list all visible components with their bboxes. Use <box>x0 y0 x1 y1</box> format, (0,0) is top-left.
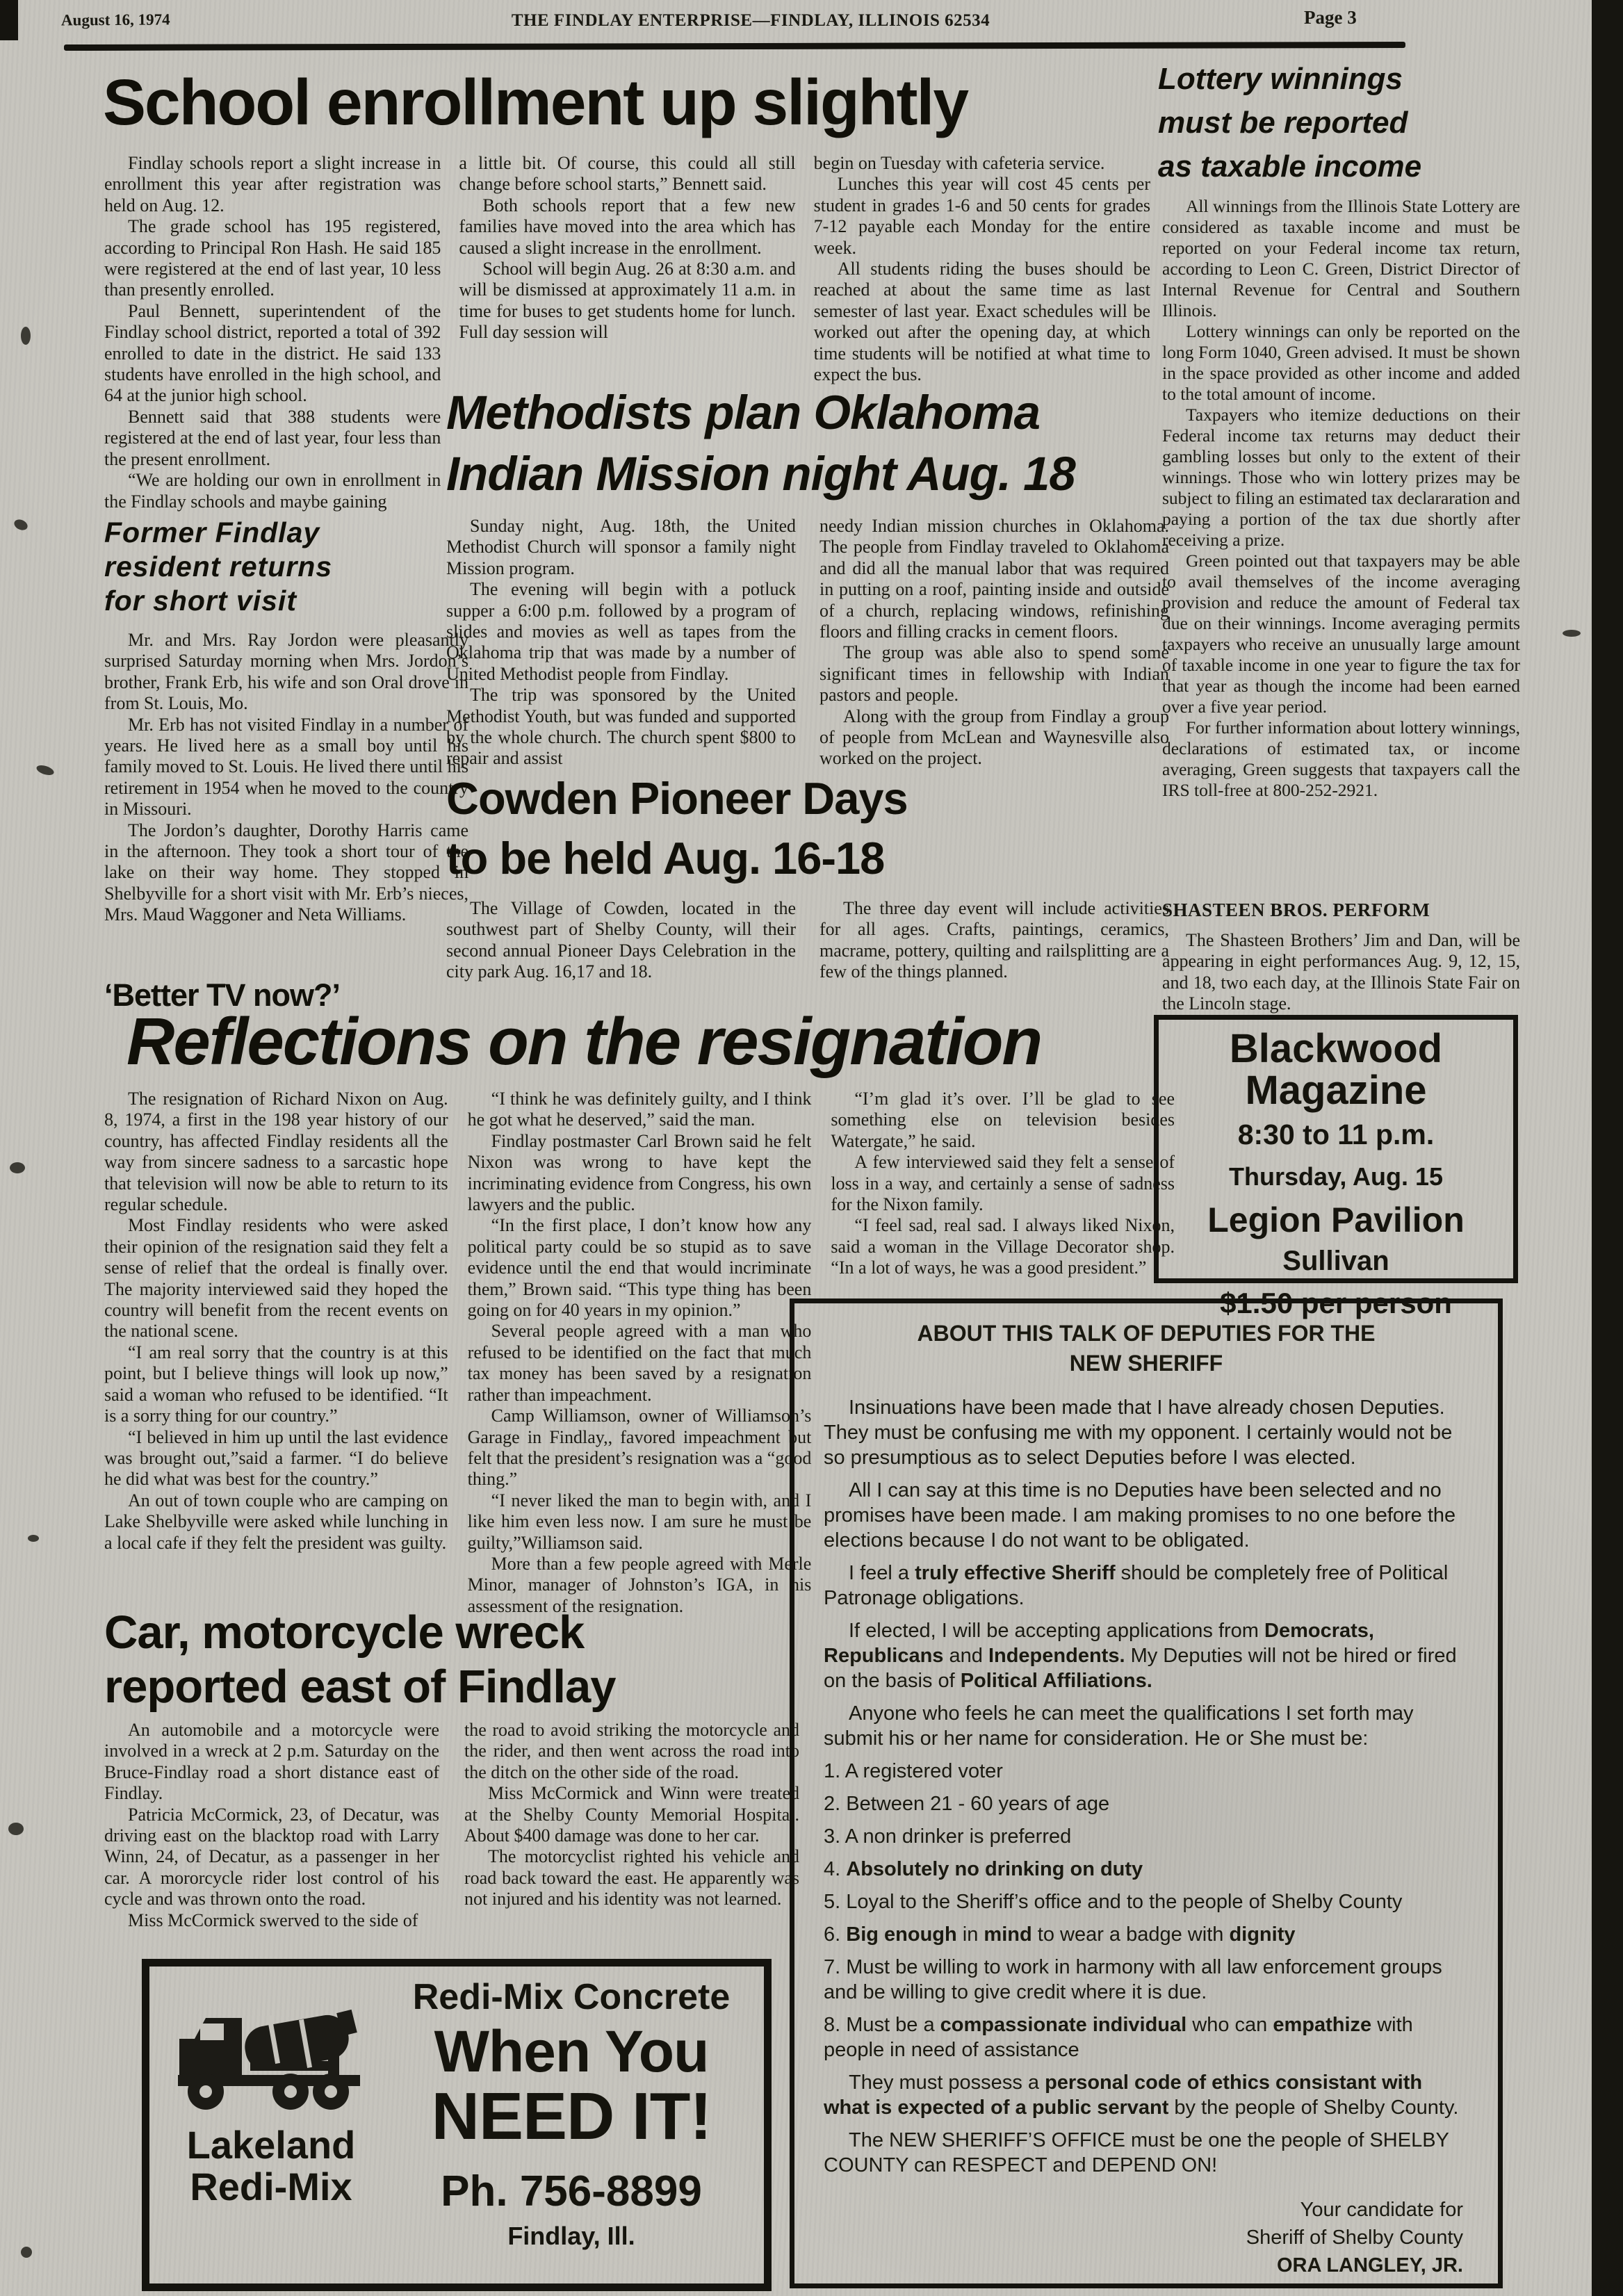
paragraph: 8. Must be a compassionate individual who can empathize with people in need of assistance <box>824 2014 1413 2061</box>
paragraph: The group was able also to spend some significant times in fellowship with Indian pastors and people. <box>819 642 1169 706</box>
candidate-name: ORA LANGLEY, JR. <box>1276 2254 1463 2277</box>
headline-car-motorcycle-wreck <box>104 1606 615 1714</box>
paragraph: Along with the group from Findlay a group of people from McLean and Waynesville also worked on the project. <box>819 706 1169 769</box>
paragraph: If elected, I will be accepting applications from Democrats, Republicans and Independents. My Deputies will not be hired or fired on the basis of Political Affiliations. <box>824 1620 1457 1692</box>
ad-performer-name: Magazine <box>1245 1068 1427 1113</box>
article-column <box>468 1089 812 1617</box>
paragraph: “We are holding our own in enrollment in the Findlay schools and maybe gaining <box>104 470 441 512</box>
paragraph: All I can say at this time is no Deputies have been selected and no promises have been made. I am making promises to no one before the elections because I do not want to be obligated. <box>824 1479 1456 1552</box>
paragraph: Paul Bennett, superintendent of the Findlay school district, reported a total of 392 enrolled to date in the district. He said 133 students have enrolled in the high school, and 64 at the junior high school. <box>104 300 441 406</box>
paragraph: “I think he was definitely guilty, and I think he got what he deserved,” said the man. <box>467 1089 812 1130</box>
paragraph: Miss McCormick and Winn were treated at the Shelby County Memorial Hospital. About $400 damage was done to her car. <box>464 1783 799 1846</box>
ad-venue: Legion Pavilion <box>1207 1200 1465 1239</box>
scan-artifact <box>8 1823 24 1835</box>
scan-edge-strip <box>1592 0 1623 2296</box>
article-former-resident <box>104 630 468 926</box>
issue-date: August 16, 1974 <box>60 10 170 29</box>
paragraph: 7. Must be willing to work in harmony with all law enforcement groups and be willing to give credit where it is due. <box>824 1956 1442 2003</box>
paragraph: must be reported <box>1158 106 1408 140</box>
subhead-better-tv: ‘Better TV now?’ <box>104 977 341 1013</box>
paragraph: Lunches this year will cost 45 cents per student in grades 1-6 and 50 cents for grades 7-12 payable each Monday for the entire week. <box>813 174 1150 258</box>
paragraph: Taxpayers who itemize deductions on their Federal income tax returns may deduct their gambling losses but only to the extent of their winnings. Those who win lottery prizes may be subject to filing an estimated tax declararation and paying a portion of the tax due shortly after receiving a prize. <box>1162 405 1520 550</box>
ad-right-panel <box>386 1972 757 2278</box>
paragraph: The Shasteen Brothers’ Jim and Dan, will be appearing in eight performances Aug. 9, 12, 15, and 18, two each day, at the Illinois State Fair on the Lincoln stage. <box>1162 930 1520 1014</box>
article-shasteen-bros <box>1162 930 1520 1015</box>
paragraph: An automobile and a motorcycle were involved in a wreck at 2 p.m. Saturday on the Bruce-Findlay road a short distance east of Findlay. <box>104 1720 439 1804</box>
ad-signature <box>824 2196 1469 2279</box>
headline-former-resident <box>104 516 332 618</box>
ad-qualification-list <box>824 1759 1469 2062</box>
article-cowden-pioneer-days <box>446 898 1169 983</box>
ad-blackwood-magazine <box>1154 1015 1518 1319</box>
paragraph: Indian Mission night Aug. 18 <box>446 447 1075 500</box>
headline-school-enrollment: School enrollment up slightly <box>103 66 968 138</box>
scan-artifact <box>35 763 55 776</box>
paragraph: 2. Between 21 - 60 years of age <box>824 1793 1110 1815</box>
paragraph: For further information about lottery winnings, declarations of estimated tax, or income averaging, Green suggests that taxpayers call the IRS toll-free at 800-252-2921. <box>1162 717 1520 800</box>
concrete-mixer-truck-icon <box>167 1972 375 2115</box>
scan-artifact <box>10 1162 25 1173</box>
scan-corner-mark <box>0 0 18 40</box>
headline-cowden-pioneer-days <box>446 769 908 888</box>
article-column <box>446 516 796 770</box>
article-column <box>104 1089 448 1617</box>
paragraph: Most Findlay residents who were asked their opinion of the resignation said they felt a sense of relief that the ordeal is finally over. The majority interviewed said they hoped the country will benefit from the recent events on the national scene. <box>104 1215 448 1342</box>
paragraph: The resignation of Richard Nixon on Aug. 8, 1974, a first in the 198 year history of our country, has affected Findlay residents all the way from sincere sadness to a sarcastic hope that television will now be able to return to its regular schedule. <box>104 1089 448 1215</box>
masthead: THE FINDLAY ENTERPRISE—FINDLAY, ILLINOIS 62534 <box>511 11 990 30</box>
paragraph: 5. Loyal to the Sheriff’s office and to the people of Shelby County <box>824 1891 1403 1913</box>
paragraph: They must possess a personal code of ethics consistant with what is expected of a public servant by the people of Shelby County. <box>824 2071 1459 2119</box>
paragraph: Cowden Pioneer Days <box>446 773 908 824</box>
paragraph: The grade school has 195 registered, according to Principal Ron Hash. He said 185 were registered at the end of last year, 10 less than presently enrolled. <box>104 216 441 300</box>
article-lottery-winnings <box>1162 196 1520 801</box>
ad-company-name <box>187 2124 356 2208</box>
paragraph: for short visit <box>104 585 297 617</box>
scan-artifact <box>21 2247 32 2258</box>
paragraph: Miss McCormick swerved to the side of <box>128 1910 418 1930</box>
paragraph: begin on Tuesday with cafeteria service. <box>813 153 1105 173</box>
paragraph: 4. Absolutely no drinking on duty <box>824 1858 1143 1880</box>
company-name-line: Lakeland <box>186 2123 356 2167</box>
paragraph: resident returns <box>104 551 333 583</box>
ad-show-time: 8:30 to 11 p.m. <box>1237 1118 1435 1150</box>
headline-methodists-mission <box>446 382 1075 505</box>
paragraph: 3. A non drinker is preferred <box>824 1825 1072 1848</box>
paragraph: to be held Aug. 16-18 <box>446 833 885 884</box>
paragraph: A few interviewed said they felt a sense of loss in a way, and certainly a sense of sadness for the Nixon family. <box>831 1152 1175 1215</box>
paragraph: “I feel sad, real sad. I always liked Nixon, said a woman in the Village Decorator shop. “In a lot of ways, he was a good president.” <box>831 1215 1175 1278</box>
paragraph: The evening will begin with a potluck supper a 6:00 p.m. followed by a program of slides and movies as well as tapes from the Oklahoma trip that was made by a number of United Methodist people from Findlay. <box>446 579 796 684</box>
article-column <box>446 898 796 983</box>
paragraph: Patricia McCormick, 23, of Decatur, was driving east on the blacktop road with Larry Winn, 24, of Decatur, as a passenger in her car. A mororcycle rider lost control of his cycle and was thrown onto the road. <box>104 1804 439 1910</box>
paragraph: “In the first place, I don’t know how any political party could be so stupid as to save evidence until the end that would incriminate them,” Brown said. “This type thing has been going on for 40 years in my opinion.” <box>467 1215 812 1321</box>
paragraph: School will begin Aug. 26 at 8:30 a.m. and will be dismissed at approximately 11 a.m. in time for buses to get students home for lunch. Full day session will <box>459 259 796 343</box>
scan-artifact <box>1563 630 1581 637</box>
ad-ticket-price: $1.50 per person <box>1220 1287 1452 1319</box>
paragraph: An out of town couple who are camping on Lake Shelbyville were asked while lunching in a local cafe if they felt the president was guilty. <box>104 1490 448 1553</box>
headline-lottery-winnings <box>1158 57 1421 188</box>
paragraph: as taxable income <box>1158 149 1422 184</box>
ad-title <box>824 1319 1469 1378</box>
paragraph: The three day event will include activities for all ages. Crafts, paintings, ceramics, macrame, pottery, quilting and railsplitting are a few of the things planned. <box>819 898 1169 982</box>
paragraph: Lottery winnings can only be reported on the long Form 1040, Green advised. It must be shown in the space provided as other income and added to the total amount of income. <box>1162 321 1520 404</box>
paragraph: The NEW SHERIFF’S OFFICE must be one the people of SHELBY COUNTY can RESPECT and DEPEND ON! <box>824 2129 1449 2176</box>
paragraph: “I am real sorry that the country is at this point, but I believe things will look up now,” said a woman who refused to be identified. “It is a sorry thing for our country.” <box>104 1342 448 1426</box>
paragraph: The trip was sponsored by the United Methodist Youth, but was funded and supported by the whole church. The church spent $800 to repair and assist <box>446 685 796 769</box>
paragraph: the road to avoid striking the motorcycle and the rider, and then went across the road into the ditch on the other side of the road. <box>464 1720 799 1782</box>
ad-city: Findlay, Ill. <box>507 2222 635 2250</box>
ad-venue-city: Sullivan <box>1282 1246 1389 1276</box>
paragraph: The motorcyclist righted his vehicle and road back toward the east. He apparently was not injured and his identity was not learned. <box>464 1846 799 1910</box>
article-column <box>819 516 1169 770</box>
paragraph: Findlay postmaster Carl Brown said he felt Nixon was wrong to have kept the incriminating evidence from Congress, his own lawyers and the public. <box>467 1130 812 1215</box>
ad-slogan-line: When You <box>434 2019 709 2084</box>
paragraph: More than a few people agreed with Merle Minor, manager of Johnston’s IGA, in his assessment of the resignation. <box>467 1553 812 1616</box>
article-car-motorcycle-wreck <box>104 1720 799 1931</box>
paragraph: All students riding the buses should be reached at about the same time as last semester of last year. Exact schedules will be worked out after the opening day, at which time students will be notified at what time to expect the bus. <box>813 259 1150 385</box>
paragraph: I feel a truly effective Sheriff should be completely free of Political Patronage obligations. <box>824 1562 1449 1609</box>
paragraph: a little bit. Of course, this could all still change before school starts,” Bennett said. <box>459 153 796 195</box>
paragraph: “I believed in him up until the last evidence was brought out,”said a farmer. “I do believe he did what was best for the country.” <box>104 1426 448 1490</box>
paragraph: Camp Williamson, owner of Williamson’s Garage in Findlay,, favored impeachment but felt that the president’s resignation was a “good thing.” <box>467 1406 812 1490</box>
paragraph: reported east of Findlay <box>104 1661 616 1713</box>
scan-artifact <box>28 1535 39 1542</box>
paragraph: 1. A registered voter <box>824 1760 1003 1782</box>
ad-slogan-line: NEED IT! <box>431 2079 712 2153</box>
signature-line: Your candidate for <box>1300 2199 1463 2221</box>
ad-body-paragraphs <box>824 1395 1469 1751</box>
article-column <box>464 1720 799 1931</box>
paragraph: Sunday night, Aug. 18th, the United Methodist Church will sponsor a family night Mission program. <box>446 516 796 578</box>
scan-artifact <box>13 518 29 532</box>
subhead-shasteen-bros: SHASTEEN BROS. PERFORM <box>1162 899 1430 920</box>
paragraph: “I never liked the man to begin with, and I like him even less now. I am sure he must be guilty,”Williamson said. <box>467 1490 812 1553</box>
paragraph: Methodists plan Oklahoma <box>446 386 1040 439</box>
article-methodists-mission <box>446 516 1169 770</box>
paragraph: Car, motorcycle wreck <box>104 1606 585 1659</box>
paragraph: Both schools report that a few new families have moved into the area which has caused a slight increase in the enrollment. <box>459 195 796 258</box>
ad-closing-paragraphs <box>824 2070 1469 2178</box>
paragraph: Several people agreed with a man who refused to be identified on the fact that much tax money has been saved by a resignation rather than impeachment. <box>467 1321 812 1405</box>
paragraph: Mr. and Mrs. Ray Jordon were pleasantly surprised Saturday morning when Mrs. Jordon’s brother, Frank Erb, his wife and son Oral drove in from St. Louis, Mo. <box>104 630 468 714</box>
paragraph: “I’m glad it’s over. I’ll be glad to see something else on television besides Watergate,” he said. <box>831 1089 1175 1151</box>
paragraph: The Jordon’s daughter, Dorothy Harris came in the afternoon. They took a short tour of the lake on their way home. They stopped in Shelbyville for a short visit with Mr. Erb’s nieces, Mrs. Maud Waggoner and Neta Williams. <box>104 820 468 925</box>
paragraph: NEW SHERIFF <box>1069 1351 1223 1376</box>
paragraph: The Village of Cowden, located in the southwest part of Shelby County, will their second annual Pioneer Days Celebration in the city park Aug. 16,17 and 18. <box>446 898 796 982</box>
ad-phone-number: Ph. 756-8899 <box>441 2167 702 2215</box>
paragraph: Former Findlay <box>104 516 320 548</box>
paragraph: Bennett said that 388 students were registered at the end of last year, four less than the present enrollment. <box>104 406 441 469</box>
header-rule <box>64 42 1405 51</box>
paragraph: 6. Big enough in mind to wear a badge with dignity <box>824 1923 1296 1946</box>
paragraph: All winnings from the Illinois State Lottery are considered as taxable income and must be reported on your Federal income tax return, according to Leon C. Green, District Director of Internal Revenue for Central and Southern Illinois. <box>1162 196 1520 320</box>
paragraph: Green pointed out that taxpayers may be able to avail themselves of the income averaging provision and reduce the amount of Federal tax due on their winnings. Income averaging permits taxpayers who receive an unusually large amount of taxable income in one year to figure the tax for that year as though the income had been earned over a five year period. <box>1162 551 1520 717</box>
article-column <box>104 1720 439 1931</box>
ad-show-date: Thursday, Aug. 15 <box>1228 1162 1444 1191</box>
article-column <box>104 153 441 512</box>
paragraph: ABOUT THIS TALK OF DEPUTIES FOR THE <box>917 1321 1376 1346</box>
headline-reflections-resignation: Reflections on the resignation <box>127 1004 1042 1079</box>
ad-product: Redi-Mix Concrete <box>412 1977 731 2017</box>
paragraph: Lottery winnings <box>1158 62 1403 96</box>
scan-artifact <box>21 327 31 345</box>
paragraph: Insinuations have been made that I have already chosen Deputies. They must be confusing me with my opponent. I certainly would not be so presumptious as to select Deputies before I was elected. <box>824 1397 1453 1469</box>
page-number: Page 3 <box>1304 7 1357 28</box>
ad-performer-name: Blackwood <box>1229 1026 1443 1071</box>
article-column <box>819 898 1169 983</box>
ad-redimix-concrete <box>142 1959 772 2291</box>
paragraph: Mr. Erb has not visited Findlay in a number of years. He lived here as a small boy until his family moved to St. Louis. He lived there until his retirement in 1954 when he moved to the country in Missouri. <box>104 714 468 820</box>
ad-sheriff-candidate <box>790 1298 1503 2288</box>
paragraph: Findlay schools report a slight increase in enrollment this year after registration was held on Aug. 12. <box>104 153 441 215</box>
ad-left-panel <box>156 1972 386 2278</box>
signature-line: Sheriff of Shelby County <box>1246 2226 1463 2249</box>
company-name-line: Redi-Mix <box>190 2165 352 2208</box>
paragraph: needy Indian mission churches in Oklahoma. The people from Findlay traveled to Oklahoma and did all the manual labor that was required in putting on a roof, painting inside and outside of a church, replacing windows, refinishing floors and filling cracks in cement floors. <box>819 516 1169 642</box>
paragraph: Anyone who feels he can meet the qualifications I set forth may submit his or her name for consideration. He or She must be: <box>824 1702 1414 1750</box>
